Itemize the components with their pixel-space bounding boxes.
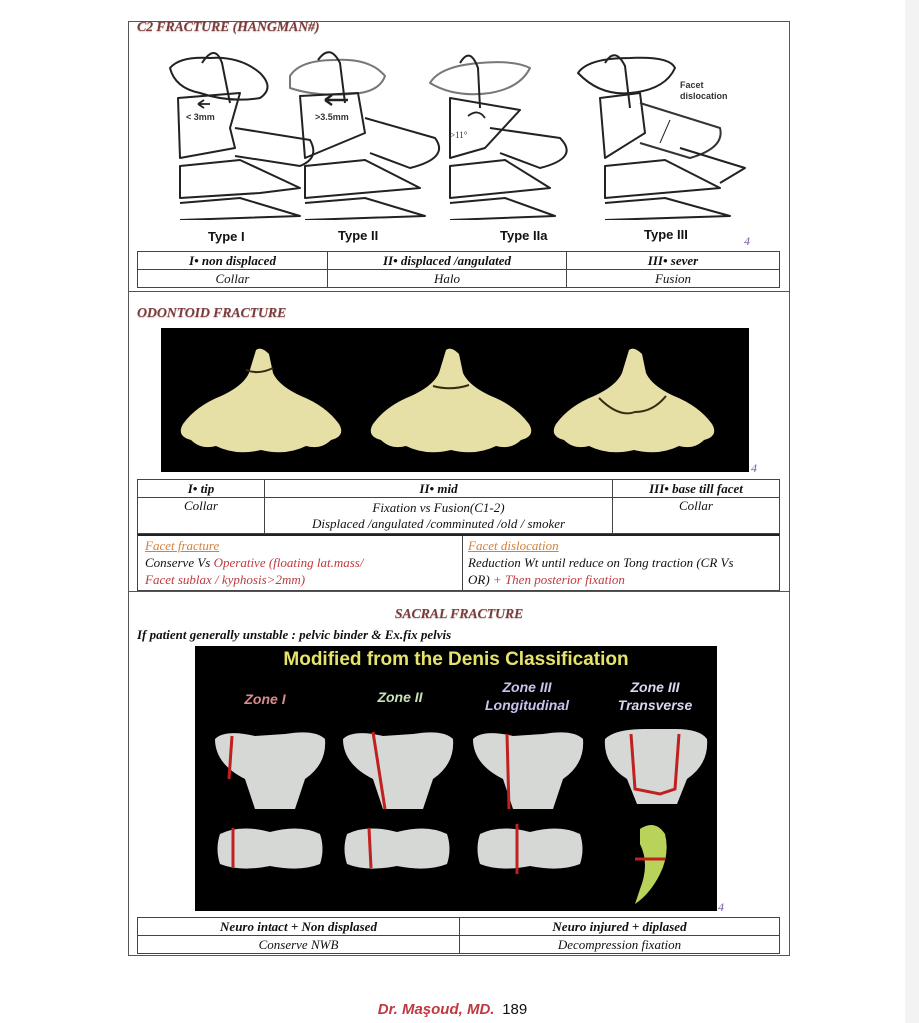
type-label-3: Type III [644,227,688,242]
table-row [138,498,780,534]
facet-dislocation-cell [463,536,779,590]
table-cell: Halo [328,270,567,288]
footer-author: Dr. Maşoud, MD. [377,1001,495,1018]
table-cell: Collar [138,270,328,288]
table-cell: Decompression fixation [460,936,780,954]
denis-classification-image [195,646,717,911]
hangman-title: C2 FRACTURE (HANGMAN#) [137,20,320,35]
sacrum-axial-3 [478,828,583,868]
reference-marker: 4 [744,234,750,248]
reference-marker: 4 [718,900,724,914]
table-cell: Neuro injured + diplased [460,918,780,936]
zone-label-line: Longitudinal [485,697,569,713]
annotation-11-degrees: >11° [450,130,468,140]
facet-fracture-cell [138,536,463,590]
zone-2-label [355,688,445,706]
hangman-table [137,251,780,288]
facet-fracture-text-c: Facet sublax / kyphosis>2mm) [145,572,306,587]
table-cell: II• displaced /angulated [328,252,567,270]
sacral-table [137,917,780,954]
zone-label-line: Zone II [377,689,423,705]
sacrum-axial-2 [345,828,450,868]
table-cell [265,498,613,534]
table-cell: III• sever [567,252,780,270]
sacrum-illustrations [195,724,717,911]
table-cell: I• non displaced [138,252,328,270]
table-row [138,270,780,288]
facet-fracture-text-a: Conserve Vs [145,555,214,570]
facet-dislocation-text-c: + Then posterior fixation [492,572,625,587]
facet-fracture-text-b: Operative (floating lat.mass/ [213,555,364,570]
sacrum-lateral [635,825,667,904]
zone-3-longitudinal-label [467,678,587,714]
annotation-3mm: < 3mm [186,112,215,122]
sacral-note: If patient generally unstable : pelvic binder & Ex.fix pelvis [137,627,452,642]
facet-fracture-title[interactable]: Facet fracture [145,538,220,553]
facet-dislocation-text-a: Reduction Wt until reduce on Tong traction (CR Vs [468,555,734,570]
zone-label-line: Transverse [617,697,693,713]
table-cell: II• mid [265,480,613,498]
zone-3-transverse-label [600,678,710,714]
type-label-2: Type II [338,228,379,243]
table-row [138,918,780,936]
zone-label-line: Zone I [244,691,286,707]
table-cell: I• tip [138,480,265,498]
c2-vertebra-type-3 [554,349,714,453]
sacrum-zone-3-long [473,732,583,809]
odontoid-type2-treatment: Fixation vs Fusion(C1-2) [372,499,505,515]
type-label-1: Type I [208,229,245,244]
vertebra-drawing-type-2 [290,52,439,220]
facet-box [137,534,780,591]
table-cell: III• base till facet [613,480,780,498]
vertebra-drawing-type-1 [170,53,313,220]
zone-label-line: Zone III [630,679,680,695]
section-divider [128,591,790,592]
table-cell: Neuro intact + Non displased [138,918,460,936]
odontoid-vertebrae-illustration [161,328,749,472]
zone-label-line: Zone III [502,679,552,695]
table-cell: Collar [613,498,780,534]
odontoid-title: ODONTOID FRACTURE [137,306,287,321]
denis-title: Modified from the Denis Classification [283,649,629,670]
odontoid-image [161,328,749,472]
table-cell: Conserve NWB [138,936,460,954]
zone-1-label [220,690,310,708]
table-row [138,252,780,270]
sacral-title: SACRAL FRACTURE [394,607,524,622]
reference-marker: 4 [751,461,757,475]
c2-vertebra-type-2 [371,349,531,453]
table-row [138,936,780,954]
odontoid-type2-indications: Displaced /angulated /comminuted /old / smoker [311,515,566,531]
annotation-3-5mm: >3.5mm [315,112,349,122]
page-number: 189 [502,1001,528,1018]
table-cell: Fusion [567,270,780,288]
facet-dislocation-text-b: OR) [468,572,493,587]
annotation-facet-dislocation: Facet dislocation [680,80,728,101]
type-label-2a: Type IIa [500,228,548,243]
odontoid-table [137,479,780,534]
section-divider [128,291,790,292]
facet-dislocation-title[interactable]: Facet dislocation [468,538,559,553]
sacrum-zone-2 [343,732,453,809]
page-footer [0,1001,905,1019]
table-cell: Collar [138,498,265,534]
c2-vertebra-type-1 [181,349,341,453]
table-row [138,480,780,498]
